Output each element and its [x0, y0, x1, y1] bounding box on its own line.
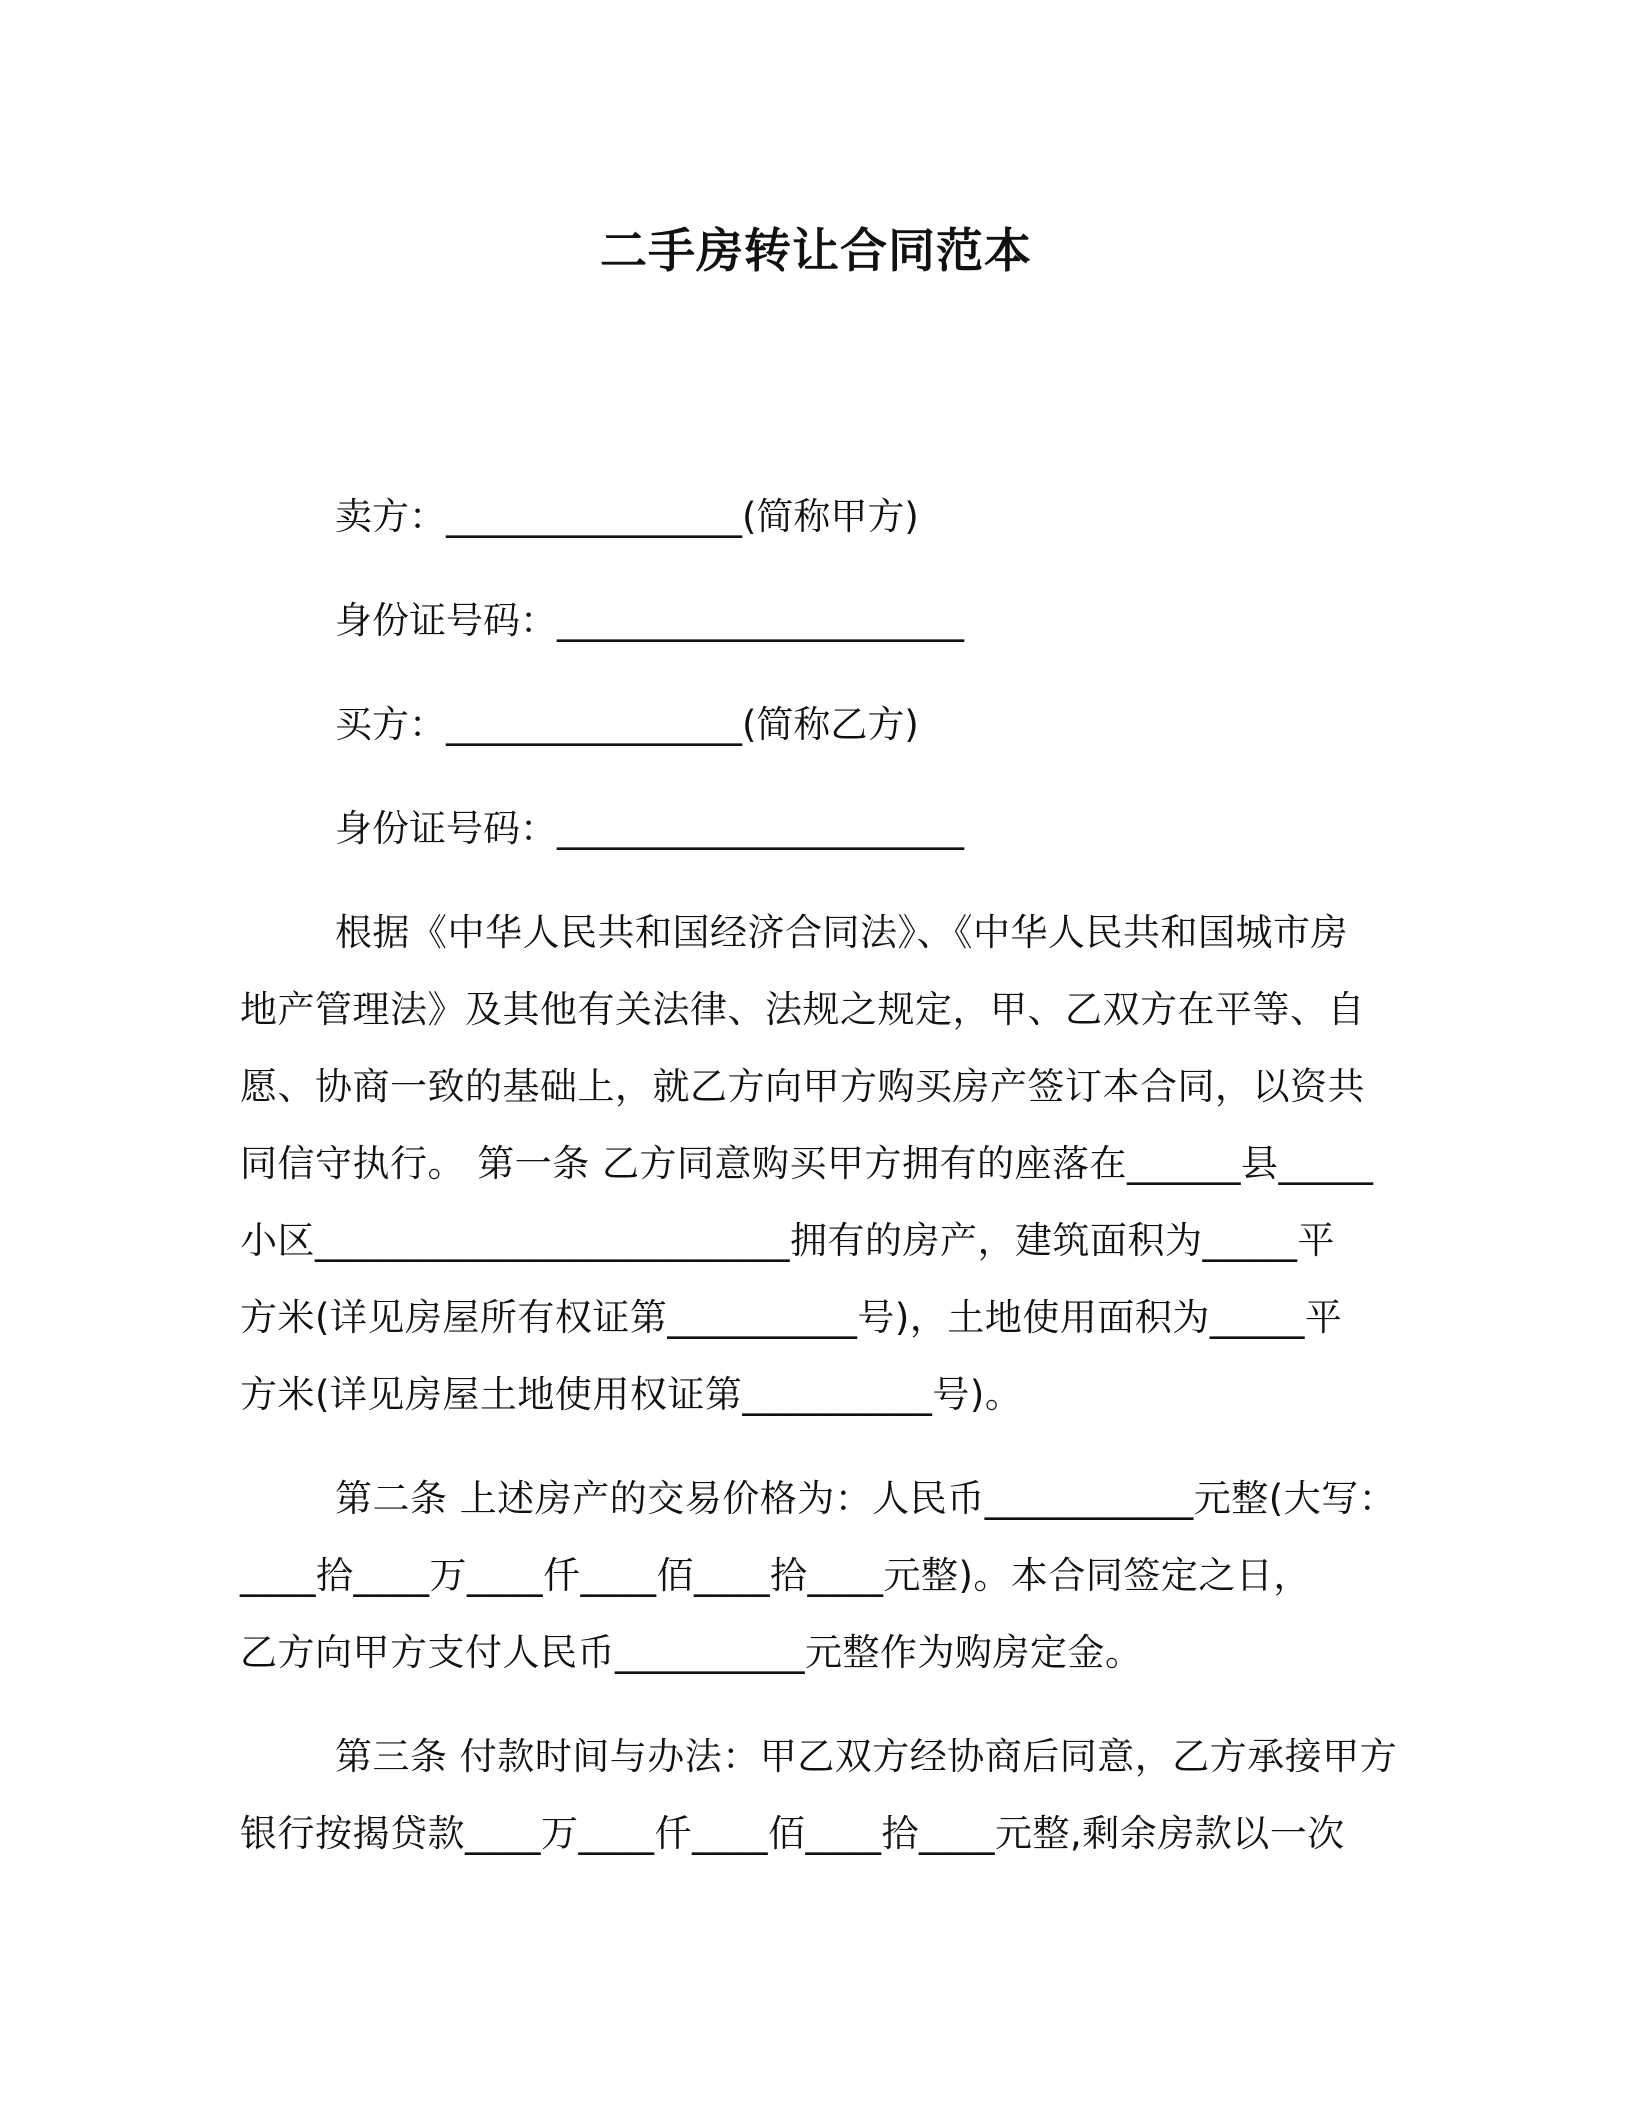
- document-title: 二手房转让合同范本: [600, 224, 1032, 279]
- article-2-line: 乙方向甲方支付人民币__________元整作为购房定金。: [240, 1631, 1143, 1674]
- paragraph-1-line: 同信守执行。 第一条 乙方同意购买甲方拥有的座落在______县_____: [240, 1142, 1374, 1185]
- article-2-line: 第二条 上述房产的交易价格为：人民币___________元整(大写：: [335, 1477, 1397, 1520]
- buyer-field: 买方：________________(简称乙方): [335, 703, 919, 746]
- seller-id-field: 身份证号码：______________________: [335, 599, 964, 642]
- paragraph-1-line: 根据《中华人民共和国经济合同法》、《中华人民共和国城市房: [335, 911, 1348, 954]
- paragraph-1-line: 方米(详见房屋土地使用权证第__________号)。: [240, 1373, 1023, 1416]
- paragraph-1-line: 地产管理法》及其他有关法律、法规之规定，甲、乙双方在平等、自: [240, 988, 1365, 1031]
- paragraph-1-line: 方米(详见房屋所有权证第__________号)，土地使用面积为_____平: [240, 1296, 1343, 1339]
- paragraph-1-line: 愿、协商一致的基础上，就乙方向甲方购买房产签订本合同，以资共: [240, 1065, 1365, 1108]
- article-2-line: ____拾____万____仟____佰____拾____元整)。本合同签定之日，: [240, 1554, 1311, 1597]
- article-3-line: 第三条 付款时间与办法：甲乙双方经协商后同意，乙方承接甲方: [335, 1735, 1398, 1778]
- buyer-id-field: 身份证号码：______________________: [335, 807, 964, 850]
- paragraph-1-line: 小区_________________________拥有的房产，建筑面积为_____平: [240, 1219, 1335, 1262]
- seller-field: 卖方：________________(简称甲方): [335, 495, 919, 538]
- article-3-line: 银行按揭贷款____万____仟____佰____拾____元整,剩余房款以一次: [240, 1812, 1345, 1855]
